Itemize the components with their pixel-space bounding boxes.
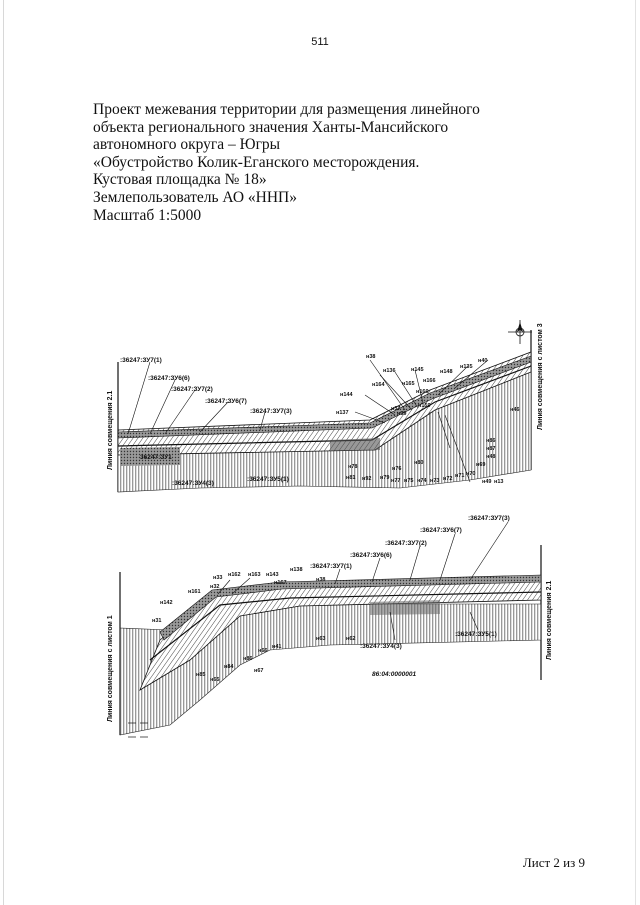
point-label: н67 <box>254 668 264 674</box>
top-parcel-label-4: :36247:ЗУ6(7) <box>205 398 247 405</box>
point-label: н159 <box>418 403 431 409</box>
top-parcel-label-1: :36247:ЗУ7(1) <box>120 357 162 364</box>
title-line-3: автономного округа – Югры <box>93 136 281 154</box>
page-number: 511 <box>311 36 329 48</box>
top-parcel-label-3: :36247:ЗУ7(2) <box>171 386 213 393</box>
point-label: н80 <box>414 460 424 466</box>
top-parcel-label-2: :36247:ЗУ6(6) <box>148 375 190 382</box>
point-label: н72 <box>443 476 453 482</box>
point-label: н166 <box>423 378 436 384</box>
point-label: н138 <box>290 567 303 573</box>
point-label: н136 <box>383 368 396 374</box>
point-label: н32 <box>210 584 220 590</box>
title-line-4: «Обустройство Колик-Еганского месторождения. <box>93 153 420 171</box>
point-label: н77 <box>391 478 401 484</box>
point-label: н78 <box>348 464 358 470</box>
map-top-right-edge-label: Линия совмещения с листом 3 <box>537 323 544 430</box>
title-line-6: Землепользователь АО «ННП» <box>93 188 297 206</box>
point-label: н38 <box>316 577 326 583</box>
map-top-left-edge-label: Линия совмещения 2.1 <box>107 390 114 470</box>
point-label: н31 <box>152 618 162 624</box>
map-top <box>107 320 544 492</box>
point-label: н63 <box>316 636 326 642</box>
point-label: н65 <box>210 677 220 683</box>
title-line-7: Масштаб 1:5000 <box>93 206 202 224</box>
point-label: н161 <box>188 589 201 595</box>
point-label: н33 <box>213 575 223 581</box>
point-label: н92 <box>362 476 372 482</box>
sheet-number: Лист 2 из 9 <box>522 855 585 870</box>
point-label: н135 <box>460 364 473 370</box>
point-label: н87 <box>486 446 496 452</box>
point-label: н37 <box>391 406 401 412</box>
point-label: н145 <box>411 367 424 373</box>
point-label: н86 <box>486 438 496 444</box>
point-label: н79 <box>380 475 390 481</box>
bottom-parcel-label-3: :36247:ЗУ7(2) <box>385 540 427 547</box>
top-inner-label: 36247:ЗУ1 <box>140 454 172 461</box>
point-label: н167 <box>274 580 287 586</box>
point-label: н162 <box>228 572 241 578</box>
title-line-5: Кустовая площадка № 18» <box>93 171 267 189</box>
point-label: н137 <box>336 410 349 416</box>
point-label: н73 <box>430 478 440 484</box>
map-bottom <box>107 515 553 737</box>
point-label: н39 <box>397 411 407 417</box>
bottom-parcel-label-4: :36247:ЗУ6(6) <box>350 552 392 559</box>
map-bottom-left-edge-label: Линия совмещения с листом 1 <box>107 615 114 722</box>
point-label: н66 <box>258 648 268 654</box>
point-label: н142 <box>160 600 173 606</box>
quarter-label: 86:04:0000001 <box>372 671 417 678</box>
point-label: н49 <box>482 479 492 485</box>
point-label: н48 <box>486 454 496 460</box>
point-label: н160 <box>416 389 429 395</box>
top-parcel-label-7: :36247:ЗУ5(1) <box>247 476 289 483</box>
point-label: н40 <box>478 358 488 364</box>
point-label: н84 <box>224 664 234 670</box>
point-label: н38 <box>366 354 376 360</box>
point-label: н46 <box>510 407 520 413</box>
point-label: н165 <box>402 381 415 387</box>
north-arrow-icon <box>508 320 532 344</box>
point-label: н143 <box>266 572 279 578</box>
map-bottom-right-edge-label: Линия совмещения 2.1 <box>546 580 553 660</box>
point-label: н164 <box>372 382 385 388</box>
top-parcel-label-5: :36247:ЗУ7(3) <box>250 408 292 415</box>
top-parcel-label-6: :36247:ЗУ4(3) <box>172 480 214 487</box>
point-label: н81 <box>346 475 356 481</box>
bottom-parcel-label-1: :36247:ЗУ7(3) <box>468 515 510 522</box>
point-label: н148 <box>440 369 453 375</box>
point-label: н86 <box>243 656 253 662</box>
point-label: н70 <box>466 471 476 477</box>
title-line-2: объекта регионального значения Ханты-Мансийского <box>93 118 449 136</box>
point-label: н41 <box>272 644 282 650</box>
point-label: н163 <box>248 572 261 578</box>
bottom-parcel-label-7: :36247:ЗУ4(3) <box>360 643 402 650</box>
point-label: н69 <box>476 462 486 468</box>
point-label: н144 <box>340 392 353 398</box>
parcel-block-bottom <box>370 600 440 615</box>
point-label: н75 <box>404 478 414 484</box>
point-label: н74 <box>417 478 427 484</box>
bottom-parcel-label-6: :36247:ЗУ5(1) <box>455 631 497 638</box>
point-label: н71 <box>455 473 465 479</box>
point-label: н76 <box>392 466 402 472</box>
title-line-1: Проект межевания территории для размещения линейного <box>93 101 480 118</box>
point-label: н13 <box>494 479 504 485</box>
point-label: н85 <box>196 672 206 678</box>
point-label: н62 <box>346 636 356 642</box>
bottom-parcel-label-2: :36247:ЗУ6(7) <box>420 527 462 534</box>
bottom-parcel-label-5: :36247:ЗУ7(1) <box>310 563 352 570</box>
parcel-block-mid <box>330 438 380 451</box>
